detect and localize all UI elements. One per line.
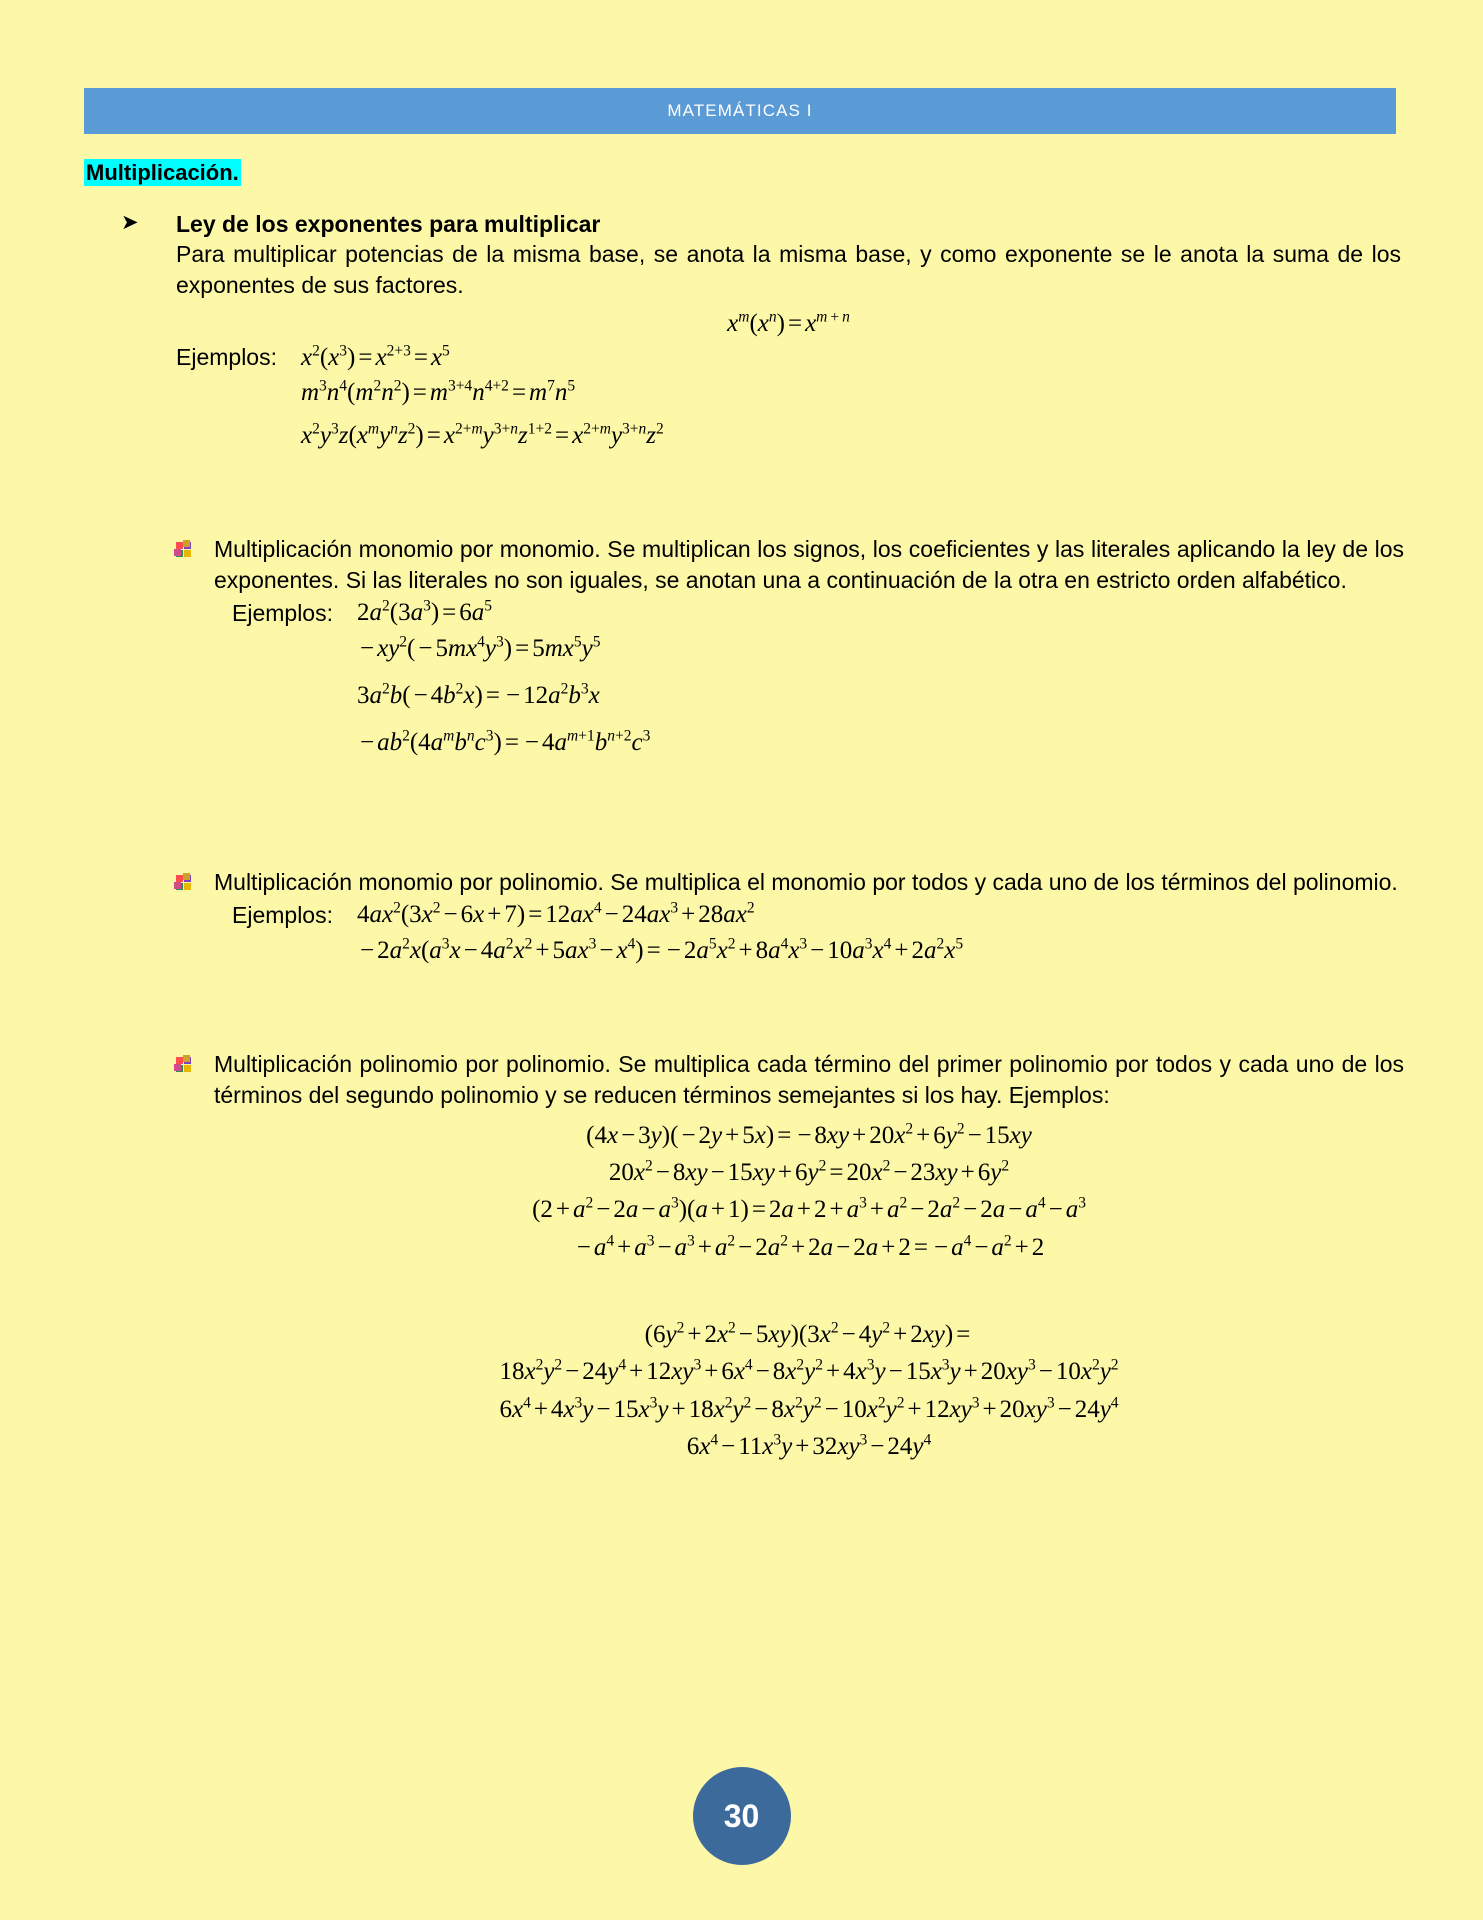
mono-poly-examples <box>232 900 1404 971</box>
diamond-cross-bullet-icon <box>176 542 194 560</box>
law-example-3: $x^2y^3z(x^my^nz^2) = x^{2+m}y^{3+n}z^{1+2} = x^{2+m}y^{3+n}z^2$ <box>300 421 664 450</box>
law-example-2: $m^3n^4(m^2n^2) = m^{3+4}n^{4+2} = m^7n^5$ <box>300 377 576 407</box>
mono-mono-examples-label: Ejemplos: <box>232 600 333 626</box>
mono-poly-examples-label: Ejemplos: <box>232 902 333 929</box>
mono-mono-example-1: $2a^2(3a^3) = 6a^5$ <box>356 598 492 627</box>
poly-poly-example-7: $6x^4 + 4x^3y - 15x^3y + 18x^2y^2 - 8x^2y^2 - 10x^2y^2 + 12xy^3 + 20xy^3 - 24y^4$ <box>499 1394 1119 1423</box>
poly-poly-example-4: − $a^4 + a^3 - a^3 + a^2 - 2a^2 + 2a - 2a + 2$ = − $a^4 - a^2 + 2$ <box>576 1232 1045 1261</box>
mono-mono-example-2: − $xy^2( - 5mx^4y^3) = 5mx^5y^5$ <box>359 633 601 662</box>
diamond-cross-bullet-icon <box>176 875 194 893</box>
mono-mono-example-3: $3a^2b( - 4b^2x)$ = − $12a^2b^3x$ <box>356 680 600 709</box>
mono-mono-examples <box>232 598 1404 763</box>
diamond-cross-bullet-icon <box>176 1057 194 1075</box>
poly-poly-example-2: $20x^2 - 8xy - 15xy + 6y^2 = 20x^2 - 23xy + 6y^2$ <box>608 1157 1010 1187</box>
page-content <box>84 160 1404 1465</box>
law-of-exponents-block <box>121 210 1401 456</box>
page-number: 30 <box>723 1797 760 1834</box>
header-title: MATEMÁTICAS I <box>667 101 813 120</box>
mono-mono-example-4: − $ab^2(4a^mb^nc^3)$ = − $4a^{m+1}b^{n+2}c^3$ <box>359 727 651 757</box>
mono-poly-example-2: − $2a^2x(a^3x - 4a^2x^2 + 5ax^3 - x^4)$ = − $2a^5x^2 + 8a^4x^3 - 10a^3x^4 + 2a^2x^5$ <box>359 935 964 964</box>
poly-poly-example-8: $6x^4 - 11x^3y + 32xy^3 - 24y^4$ <box>686 1431 932 1461</box>
law-example-1: $x^2(x^3) = x^{2+3} = x^5$ <box>300 342 450 371</box>
law-paragraph: Para multiplicar potencias de la misma base, se anota la misma base, y como exponente se le anota la suma de los exponentes de sus factores. <box>176 241 1401 299</box>
poly-poly-example-3: $(2 + a^2 - 2a - a^3)(a + 1) = 2a + 2 + a^3 + a^2 - 2a^2 - 2a - a^4 - a^3$ <box>532 1195 1086 1224</box>
mono-mono-paragraph: Multiplicación monomio por monomio. Se multiplican los signos, los coeficientes y las literales aplicando la ley de los exponentes. Si las literales no son iguales, se anotan una a continuación de la otra en estricto orden alfabético. <box>214 536 1404 594</box>
section-title <box>84 160 1404 186</box>
poly-poly-example-1: (4x − 3y)( − 2y + 5x) = − $8xy + 20x^2 + 6y^2 - 15xy$ <box>586 1120 1032 1149</box>
mono-poly-example-1: $4ax^2(3x^2 - 6x + 7) = 12ax^4 - 24ax^3 + 28ax^2$ <box>356 900 755 929</box>
page-header-bar <box>84 88 1396 134</box>
law-examples <box>176 342 1401 456</box>
mono-mono-block <box>214 534 1404 763</box>
law-heading: Ley de los exponentes para multiplicar <box>176 211 601 237</box>
poly-poly-block <box>214 1049 1404 1461</box>
page-number-badge <box>693 1767 791 1865</box>
poly-poly-example-6: $18x^2y^2 - 24y^4 + 12xy^3 + 6x^4 - 8x^2y^2 + 4x^3y - 15x^3y + 20xy^3 - 10x^2y^2$ <box>499 1357 1119 1386</box>
mono-poly-paragraph: Multiplicación monomio por polinomio. Se multiplica el monomio por todos y cada uno de los términos del polinomio. <box>214 869 1398 896</box>
poly-poly-example-5: $(6y^2 + 2x^2 - 5xy)(3x^2 - 4y^2 + 2xy)$ = <box>644 1319 971 1349</box>
poly-poly-paragraph: Multiplicación polinomio por polinomio. Se multiplica cada término del primer polinomio por todos y cada uno de los términos del segundo polinomio y se reducen términos semejantes si los hay. Ejemplos: <box>214 1050 1404 1108</box>
mono-poly-block <box>214 867 1404 970</box>
law-examples-label: Ejemplos: <box>176 344 277 371</box>
law-main-formula: $x^m(x^n) = x^{m + n}$ <box>727 309 850 338</box>
arrow-bullet-icon: ➤ <box>121 211 139 234</box>
section-title-highlight: Multiplicación. <box>86 160 239 185</box>
